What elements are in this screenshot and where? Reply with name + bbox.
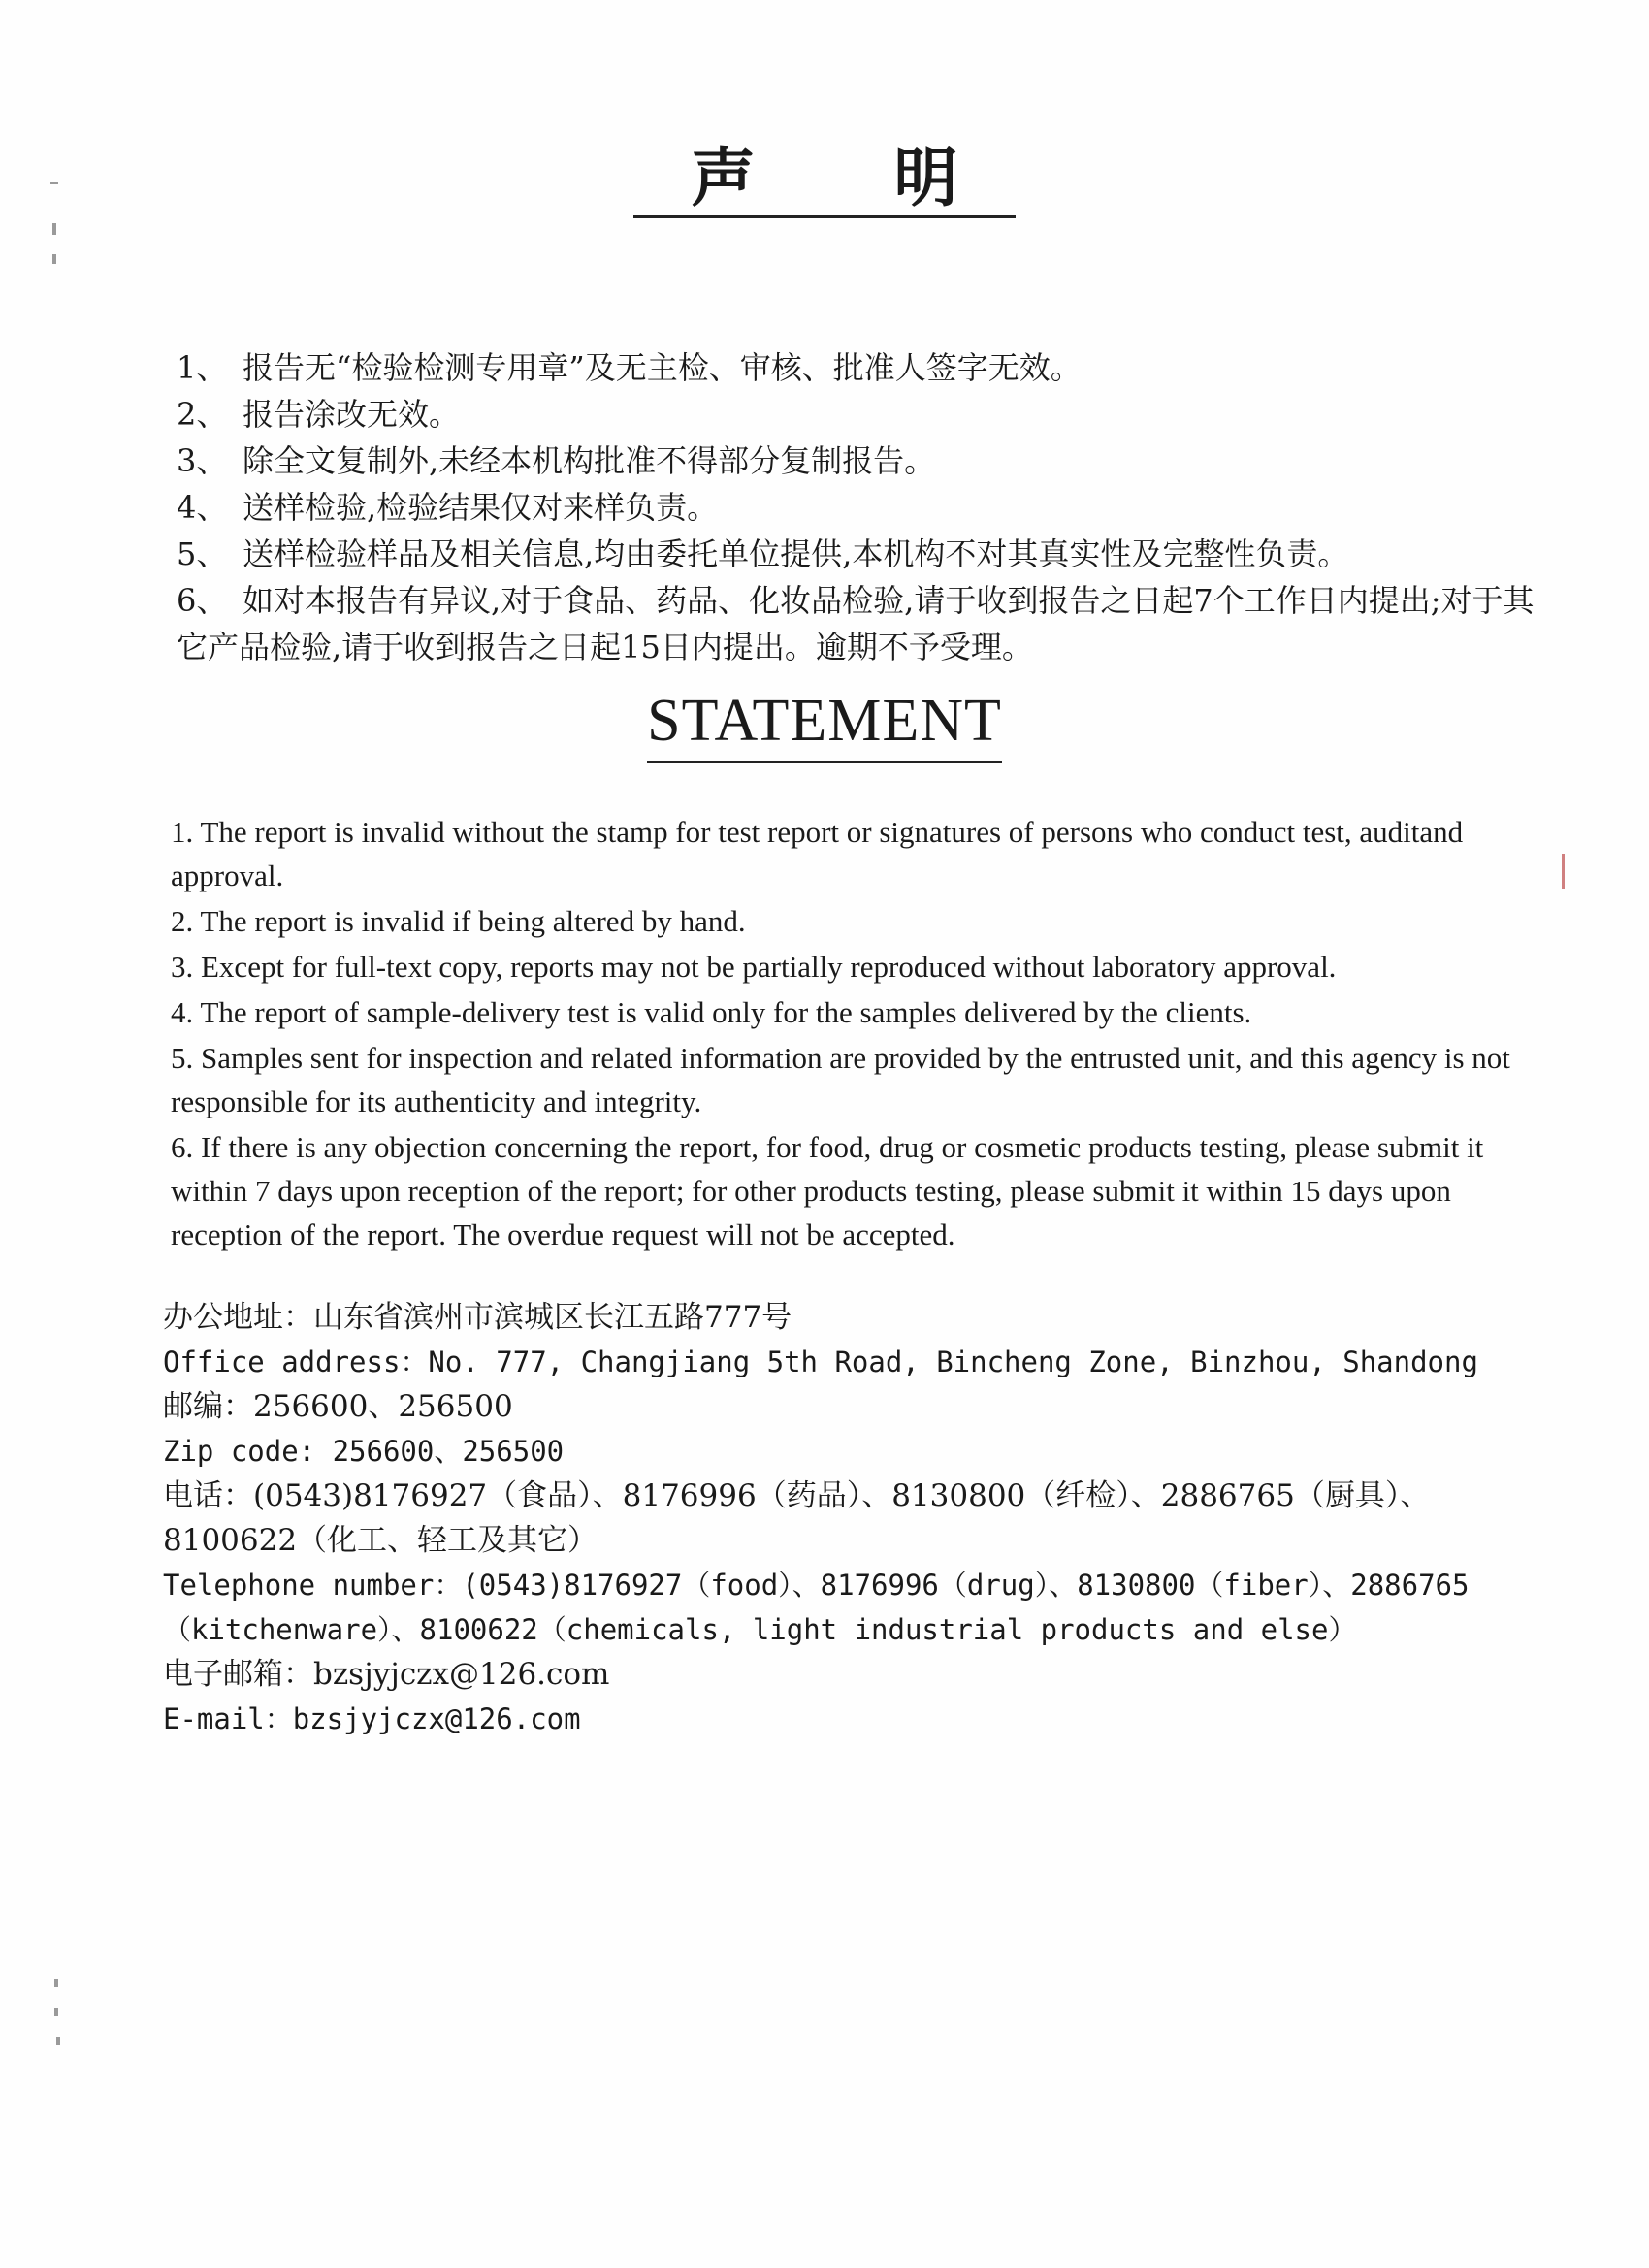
scan-mark [54,2008,58,2016]
email-english: E-mail：bzsjyjczx@126.com [163,1702,581,1735]
list-item: 3. Except for full-text copy, reports may not be partially reproduced without laboratory approval. [171,950,1337,984]
list-item: 3、 除全文复制外,未经本机构批准不得部分复制报告。 [177,442,936,479]
page-title-chinese-text: 声 明 [633,146,1017,218]
list-item: 2、 报告涂改无效。 [177,396,461,433]
zip-english: Zip code: 256600、256500 [163,1435,565,1468]
page-title-english [0,688,1649,763]
list-item: 5. Samples sent for inspection and related information are provided by the entrusted unit, and this agency is not responsible for its authenticity and integrity. [171,1041,1510,1118]
list-item: 1. The report is invalid without the stamp for test report or signatures of persons who conduct test, auditand approval. [171,815,1464,892]
scan-mark [52,254,56,264]
scan-mark [56,2037,60,2045]
list-item: 4、 送样检验,检验结果仅对来样负责。 [177,489,719,526]
list-item: 6、 如对本报告有异议,对于食品、药品、化妆品检验,请于收到报告之日起7个工作日内提出;对于其它产品检验,请于收到报告之日起15日内提出。逾期不予受理。 [177,582,1535,665]
zip-chinese: 邮编：256600、256500 [163,1389,513,1424]
address-english: Office address：No. 777, Changjiang 5th Road, Bincheng Zone, Binzhou, Shandong [163,1345,1478,1378]
scan-mark [1562,854,1565,889]
chinese-statement-list [177,344,1535,670]
scan-mark [52,223,56,235]
scan-mark [54,1979,58,1987]
contact-block [163,1295,1560,1741]
list-item: 6. If there is any objection concerning the report, for food, drug or cosmetic products testing, please submit it within 7 days upon reception of the report; for other products testing, please submit it within 15 days upon reception of the report. The overdue request will not be accepted. [171,1130,1484,1251]
list-item: 2. The report is invalid if being altered by hand. [171,904,746,938]
address-chinese: 办公地址：山东省滨州市滨城区长江五路777号 [163,1300,792,1335]
page-title-chinese [0,140,1649,218]
phone-english: Telephone number：(0543)8176927（food）、8176996（drug）、8130800（fiber）、2886765（kitchenware）、8100622（chemicals, light industrial products and else） [163,1569,1470,1646]
english-statement-list [171,810,1558,1258]
email-chinese: 电子邮箱：bzsjyjczx@126.com [163,1657,610,1692]
list-item: 1、 报告无“检验检测专用章”及无主检、审核、批准人签字无效。 [177,349,1082,386]
phone-chinese: 电话：(0543)8176927（食品）、8176996（药品）、8130800（纤检）、2886765（厨具）、8100622（化工、轻工及其它） [163,1478,1431,1558]
page-title-english-text: STATEMENT [647,691,1002,763]
list-item: 4. The report of sample-delivery test is valid only for the samples delivered by the clients. [171,995,1252,1029]
list-item: 5、 送样检验样品及相关信息,均由委托单位提供,本机构不对其真实性及完整性负责。 [177,535,1349,572]
